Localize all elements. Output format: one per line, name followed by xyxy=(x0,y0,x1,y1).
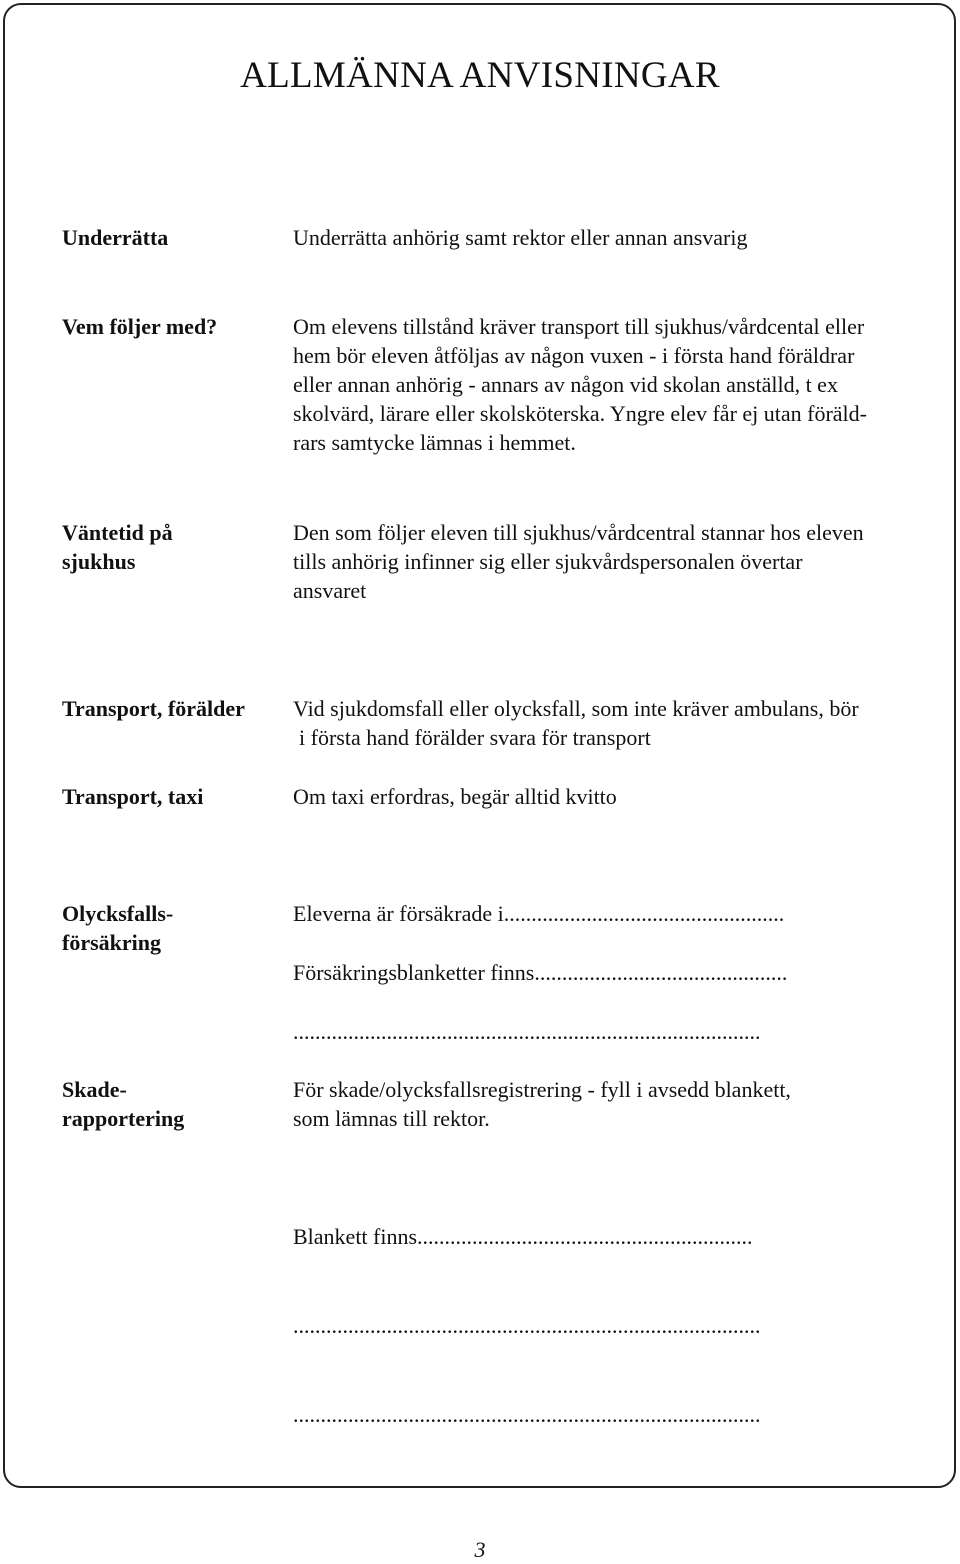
label-transport-taxi: Transport, taxi xyxy=(62,784,204,809)
fill-in-blankett: Blankett finns............................................................. xyxy=(293,1224,753,1249)
label-transport-foralder: Transport, förälder xyxy=(62,696,245,721)
text-line: i första hand förälder svara för transport xyxy=(299,725,651,750)
text-line: eller annan anhörig - annars av någon vid skolan anställd, t ex xyxy=(293,372,838,397)
label-underratta: Underrätta xyxy=(62,225,169,250)
label-line: Olycksfalls- xyxy=(62,901,174,926)
fill-in-blankett-extra-2: ..................................................................................... xyxy=(293,1402,761,1427)
label-line: sjukhus xyxy=(62,549,136,574)
text-transport-taxi: Om taxi erfordras, begär alltid kvitto xyxy=(293,784,617,809)
text-line: Vid sjukdomsfall eller olycksfall, som inte kräver ambulans, bör xyxy=(293,696,859,721)
label-line: Väntetid på xyxy=(62,520,173,545)
text-line: ansvaret xyxy=(293,578,367,603)
label-vem-foljer: Vem följer med? xyxy=(62,314,218,339)
fill-in-olycksfall-forms: Försäkringsblanketter finns.............................................. xyxy=(293,960,788,985)
text-line: Om elevens tillstånd kräver transport till sjukhus/vårdcental eller xyxy=(293,314,865,339)
label-olycksfall xyxy=(62,899,173,957)
text-line: För skade/olycksfallsregistrering - fyll i avsedd blankett, xyxy=(293,1077,791,1102)
label-line: försäkring xyxy=(62,930,161,955)
text-vem-foljer xyxy=(293,312,938,457)
label-vantetid xyxy=(62,518,173,576)
text-line: Den som följer eleven till sjukhus/vårdcentral stannar hos eleven xyxy=(293,520,864,545)
fill-in-blankett-extra-1: ..................................................................................... xyxy=(293,1313,761,1338)
label-skade xyxy=(62,1075,184,1133)
text-line: som lämnas till rektor. xyxy=(293,1106,490,1131)
text-line: rars samtycke lämnas i hemmet. xyxy=(293,430,576,455)
page-number: 3 xyxy=(474,1537,486,1562)
fill-in-olycksfall-insurer: Eleverna är försäkrade i................................................... xyxy=(293,901,785,926)
text-line: tills anhörig infinner sig eller sjukvårdspersonalen övertar xyxy=(293,549,803,574)
text-skade xyxy=(293,1075,938,1133)
text-transport-foralder xyxy=(293,694,938,752)
text-underratta: Underrätta anhörig samt rektor eller annan ansvarig xyxy=(293,225,748,250)
fill-in-olycksfall-extra: ..................................................................................... xyxy=(293,1019,761,1044)
text-vantetid xyxy=(293,518,938,605)
page-title: ALLMÄNNA ANVISNINGAR xyxy=(240,55,720,96)
text-line: hem bör eleven åtföljas av någon vuxen - i första hand föräldrar xyxy=(293,343,855,368)
label-line: rapportering xyxy=(62,1106,185,1131)
text-line: skolvärd, lärare eller skolsköterska. Yngre elev får ej utan föräld- xyxy=(293,401,867,426)
label-line: Skade- xyxy=(62,1077,127,1102)
